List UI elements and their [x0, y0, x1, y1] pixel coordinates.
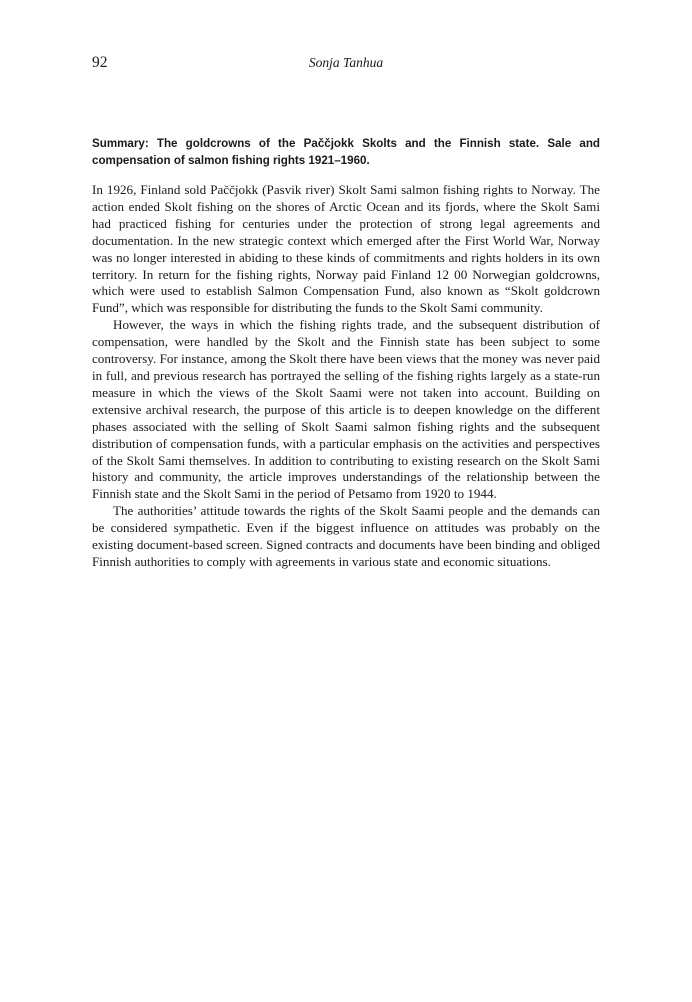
summary-heading: Summary: The goldcrowns of the Paččjokk Skolts and the Finnish state. Sale and compensation of salmon fishing rights 1921–1960. — [92, 137, 600, 167]
page-number: 92 — [92, 54, 108, 71]
paragraph-2: However, the ways in which the fishing rights trade, and the subsequent distribution of compensation, were handled by the Skolt and the Finnish state has been subject to some controversy. For instance, among the Skolt there have been views that the money was never paid in full, and previous research has portrayed the selling of the fishing rights largely as a state-run measure in which the views of the Skolt Saami were not taken into account. Building on extensive archival research, the purpose of this article is to deepen knowledge on the different phases associated with the selling of Skolt Saami salmon fishing rights and the subsequent distribution of compensation funds, with a particular emphasis on the activities and perspectives of the Skolt Sami themselves. In addition to contributing to existing research on the Skolt Sami history and community, the article improves understandings of the relationship between the Finnish state and the Skolt Sami in the period of Petsamo from 1920 to 1944. — [92, 317, 600, 502]
running-author: Sonja Tanhua — [308, 55, 384, 70]
summary-body — [92, 182, 600, 571]
paragraph-3: The authorities’ attitude towards the rights of the Skolt Saami people and the demands can be considered sympathetic. Even if the biggest influence on attitudes was probably on the existing document-based screen. Signed contracts and documents have been binding and obliged Finnish authorities to comply with agreements in various state and economic situations. — [92, 503, 600, 569]
paragraph-1: In 1926, Finland sold Paččjokk (Pasvik river) Skolt Sami salmon fishing rights to Norway. The action ended Skolt fishing on the shores of Arctic Ocean and its fjords, where the Skolt Sami had practiced fishing for centuries under the protection of strong legal agreements and documentation. In the new strategic context which emerged after the First World War, Norway was no longer interested in abiding to these kinds of commitments and rights holders in its own territory. In return for the fishing rights, Norway paid Finland 12 00 Norwegian goldcrowns, which were used to establish Salmon Compensation Fund, also known as “Skolt goldcrown Fund”, which was responsible for distributing the funds to the Skolt Sami community. — [92, 182, 600, 316]
running-header — [92, 54, 600, 74]
